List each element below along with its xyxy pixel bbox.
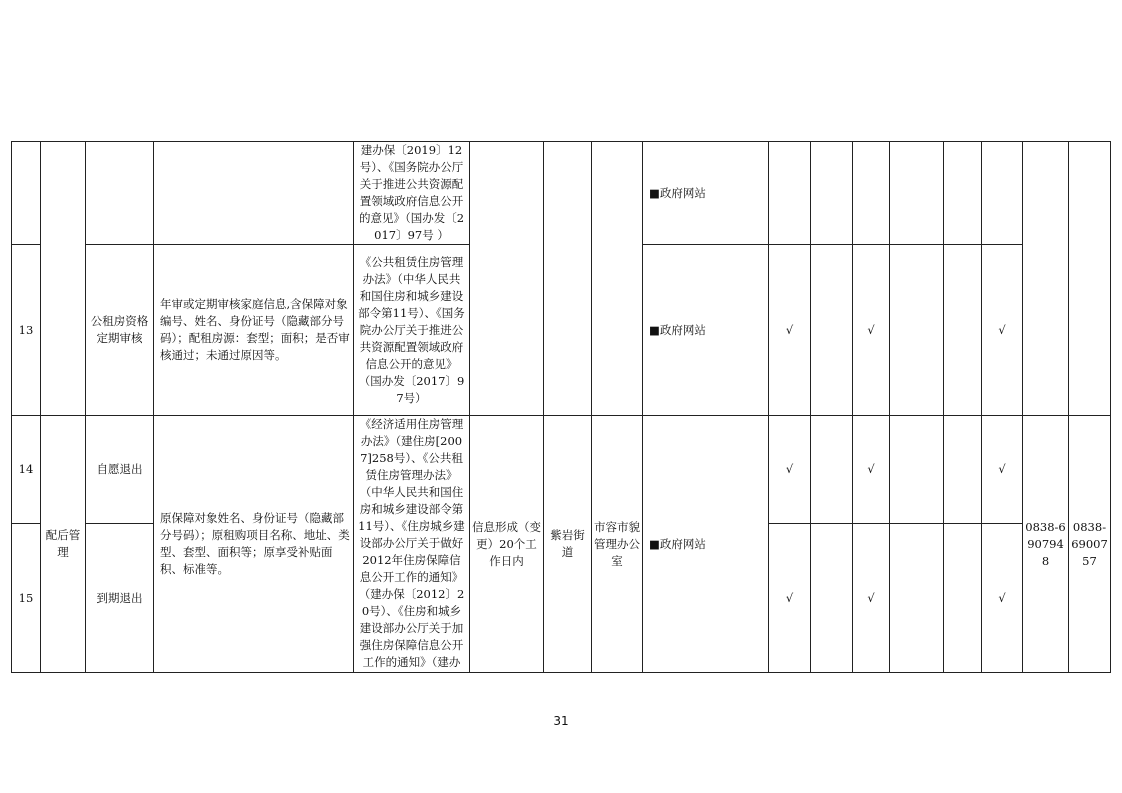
cell-subject-upper [544,142,592,416]
cell-no: 13 [12,245,41,416]
cell-channel: ■政府网站 [643,245,769,416]
cell-empty [811,524,853,673]
cell-phone2: 0838-6900757 [1069,416,1111,673]
check-mark: √ [853,416,890,524]
basis-text: 《经济适用住房管理办法》（建住房[2007]258号）、《公共租赁住房管理办法》（中华人民共和国住房和城乡建设部令第11号）、《住房城乡建设部办公厅关于做好2012年住房保障信息公开工作的通知》（建办保〔2012〕20号）、《住房和城乡建设部办公厅关于加强住房保障信息公开工作的通知》（建办 [358,417,465,669]
table-row-continuation [12,142,1111,245]
cell-basis-merged [354,416,470,673]
cell-phone1-upper [1023,142,1069,416]
table-row [12,416,1111,524]
check-mark: √ [853,245,890,416]
page-number: 31 [553,714,569,728]
cell-item: 公租房资格定期审核 [86,245,154,416]
cell-channel-merged: ■政府网站 [643,416,769,673]
cell-department: 市容市貌管理办公室 [592,416,643,673]
cell-channel-continuation: ■政府网站 [643,142,769,245]
check-mark: √ [853,524,890,673]
cell-item-empty [86,142,154,245]
cell-basis-continuation: 建办保〔2019〕12号）、《国务院办公厅关于推进公共资源配置领域政府信息公开的意见》（国办发〔2017〕97号 ） [354,142,470,245]
cell-item: 到期退出 [86,524,154,673]
cell-content: 年审或定期审核家庭信息,含保障对象编号、姓名、身份证号（隐藏部分号码）；配租房源：套型；面积；是否审核通过；未通过原因等。 [154,245,354,416]
cell-department-upper [592,142,643,416]
cell-check-4-empty [890,142,944,245]
cell-phone1: 0838-6907948 [1023,416,1069,673]
cell-check-6-empty [982,142,1023,245]
check-mark: √ [769,524,811,673]
cell-no-empty [12,142,41,245]
check-mark: √ [982,416,1023,524]
cell-subject: 紫岩街道 [544,416,592,673]
cell-check-2-empty [811,142,853,245]
cell-empty [890,416,944,524]
cell-empty [890,245,944,416]
cell-check-3-empty [853,142,890,245]
cell-category: 配后管理 [41,416,86,673]
cell-check-1-empty [769,142,811,245]
cell-empty [944,524,982,673]
cell-empty [811,416,853,524]
cell-empty [890,524,944,673]
cell-no: 15 [12,524,41,673]
cell-phone2-upper [1069,142,1111,416]
cell-empty [944,416,982,524]
cell-empty [811,245,853,416]
check-mark: √ [982,245,1023,416]
cell-item: 自愿退出 [86,416,154,524]
check-mark: √ [769,245,811,416]
cell-content-empty [154,142,354,245]
cell-category-upper [41,142,86,416]
cell-time-limit-upper [470,142,544,416]
check-mark: √ [769,416,811,524]
check-mark: √ [982,524,1023,673]
cell-check-5-empty [944,142,982,245]
cell-time-limit: 信息形成（变更）20个工作日内 [470,416,544,673]
cell-no: 14 [12,416,41,524]
cell-content-merged: 原保障对象姓名、身份证号（隐藏部分号码）；原租购项目名称、地址、类型、套型、面积等；原享受补贴面积、标准等。 [154,416,354,673]
cell-empty [944,245,982,416]
cell-basis: 《公共租赁住房管理办法》（中华人民共和国住房和城乡建设部令第11号）、《国务院办公厅关于推进公共资源配置领域政府信息公开的意见》（国办发〔2017〕97号） [354,245,470,416]
disclosure-table [11,141,1111,673]
